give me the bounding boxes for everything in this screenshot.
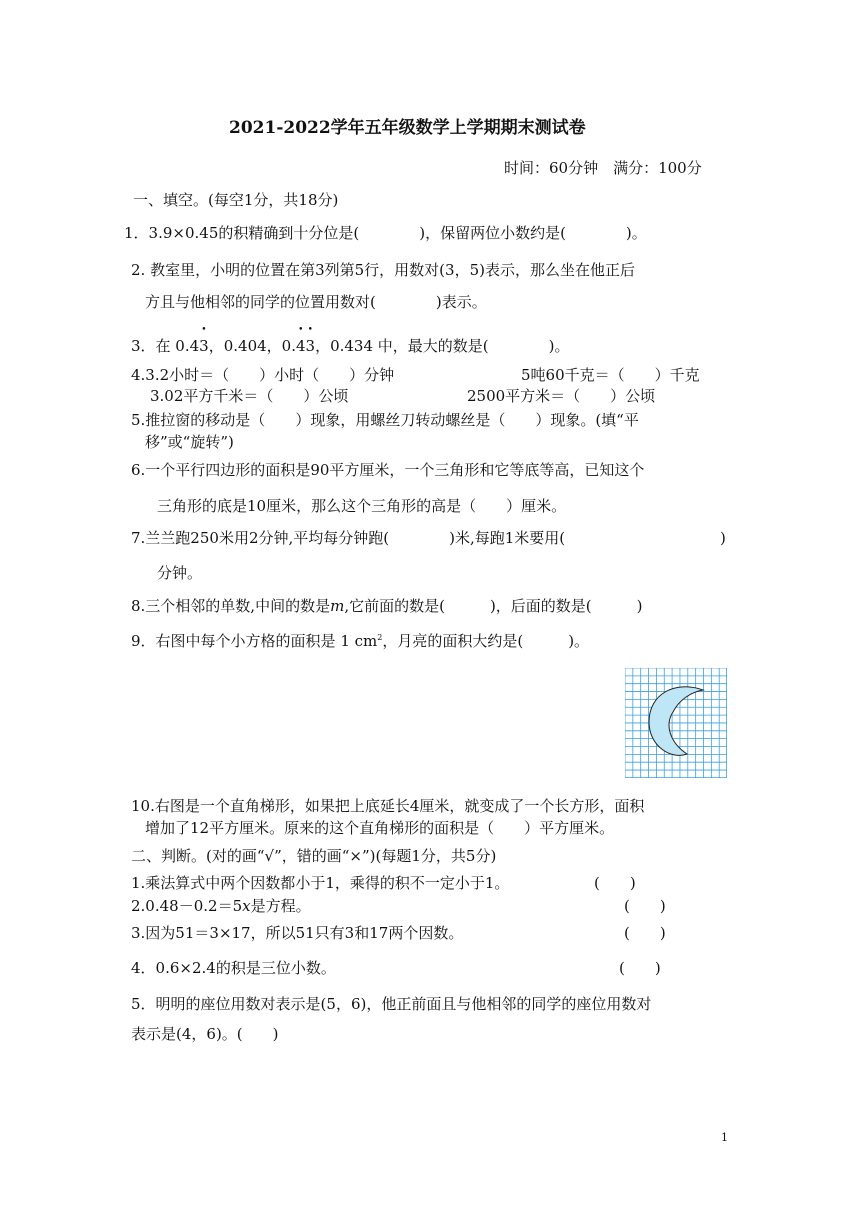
section-2-heading: 二、判断。(对的画“√”，错的画“×”)(每题1分，共5分) <box>131 847 497 865</box>
exam-meta: 时间：60分钟 满分：100分 <box>504 159 702 177</box>
repeating-digit-3: • 3 <box>306 336 316 356</box>
judgment-5-line-2: 表示是(4，6)。( ) <box>131 1025 279 1043</box>
question-3-mid: ，0.404，0. <box>208 337 296 355</box>
section-1-heading: 一、填空。(每空1分，共18分) <box>133 191 339 209</box>
question-2-line-1: 2. 教室里，小明的位置在第3列第5行，用数对(3，5)表示，那么坐在他正后 <box>131 261 635 279</box>
variable-m: m <box>330 597 345 615</box>
judgment-1-answer-paren: ( ) <box>594 874 636 892</box>
grid-lines <box>625 668 727 778</box>
question-3 <box>131 336 570 356</box>
judgment-3-answer-paren: ( ) <box>624 924 666 942</box>
judgment-2-part-a: 2.0.48－0.2＝5 <box>131 897 243 915</box>
judgment-2 <box>131 896 311 916</box>
judgment-1: 1.乘法算式中两个因数都小于1，乘得的积不一定小于1。 <box>131 874 510 892</box>
page-number: 1 <box>721 1131 728 1144</box>
question-7-close-paren: ) <box>720 529 726 547</box>
question-7-line-2: 分钟。 <box>157 564 203 582</box>
question-9-part-a: 9．右图中每个小方格的面积是 1 cm <box>131 632 378 650</box>
repeating-digit-2: • 4 <box>296 336 306 356</box>
question-6-line-2: 三角形的底是10厘米，那么这个三角形的高是（ ）厘米。 <box>157 497 567 515</box>
question-5-line-2: 移”或“旋转”) <box>145 433 234 451</box>
variable-x: x <box>242 897 251 915</box>
question-8 <box>131 596 643 616</box>
judgment-5-line-1: 5．明明的座位用数对表示是(5，6)，他正前面且与他相邻的同学的座位用数对 <box>131 995 652 1013</box>
judgment-2-answer-paren: ( ) <box>624 897 666 915</box>
judgment-4-answer-paren: ( ) <box>619 959 661 977</box>
question-9 <box>131 631 589 651</box>
question-6-line-1: 6.一个平行四边形的面积是90平方厘米，一个三角形和它等底等高，已知这个 <box>131 461 645 479</box>
judgment-2-part-b: 是方程。 <box>250 897 311 915</box>
question-7-line-1: 7.兰兰跑250米用2分钟,平均每分钟跑( )米,每跑1米要用( <box>131 529 566 547</box>
question-9-part-b: ，月亮的面积大约是( )。 <box>382 632 590 650</box>
question-8-part-b: ,它前面的数是( )，后面的数是( ) <box>344 597 643 615</box>
question-1: 1．3.9×0.45的积精确到十分位是( )，保留两位小数约是( )。 <box>124 224 647 242</box>
question-10-line-1: 10.右图是一个直角梯形，如果把上底延长4厘米，就变成了一个长方形，面积 <box>131 797 645 815</box>
question-4-line-1a: 4.3.2小时＝（ ）小时（ ）分钟 <box>131 366 395 384</box>
question-2-line-2: 方且与他相邻的同学的位置用数对( )表示。 <box>145 293 487 311</box>
question-3-suffix: ，0.434 中，最大的数是( )。 <box>315 337 570 355</box>
question-5-line-1: 5.推拉窗的移动是（ ）现象，用螺丝刀转动螺丝是（ ）现象。(填“平 <box>131 411 639 429</box>
moon-grid-figure <box>625 668 727 778</box>
page-title: 2021-2022学年五年级数学上学期期末测试卷 <box>229 118 586 138</box>
question-4-line-1b: 5吨60千克＝（ ）千克 <box>521 366 700 384</box>
question-10-line-2: 增加了12平方厘米。原来的这个直角梯形的面积是（ ）平方厘米。 <box>145 819 615 837</box>
question-8-part-a: 8.三个相邻的单数,中间的数是 <box>131 597 331 615</box>
judgment-3: 3.因为51＝3×17，所以51只有3和17两个因数。 <box>131 924 464 942</box>
judgment-4: 4．0.6×2.4的积是三位小数。 <box>131 959 336 977</box>
question-4-line-2b: 2500平方米＝（ ）公顷 <box>467 387 656 405</box>
question-3-prefix: 3．在 0.4 <box>131 337 200 355</box>
question-4-line-2a: 3.02平方千米＝（ ）公顷 <box>150 387 349 405</box>
square-superscript: 2 <box>377 633 383 642</box>
repeating-digit-1: • 3 <box>199 336 209 356</box>
moon-shape <box>649 687 703 756</box>
